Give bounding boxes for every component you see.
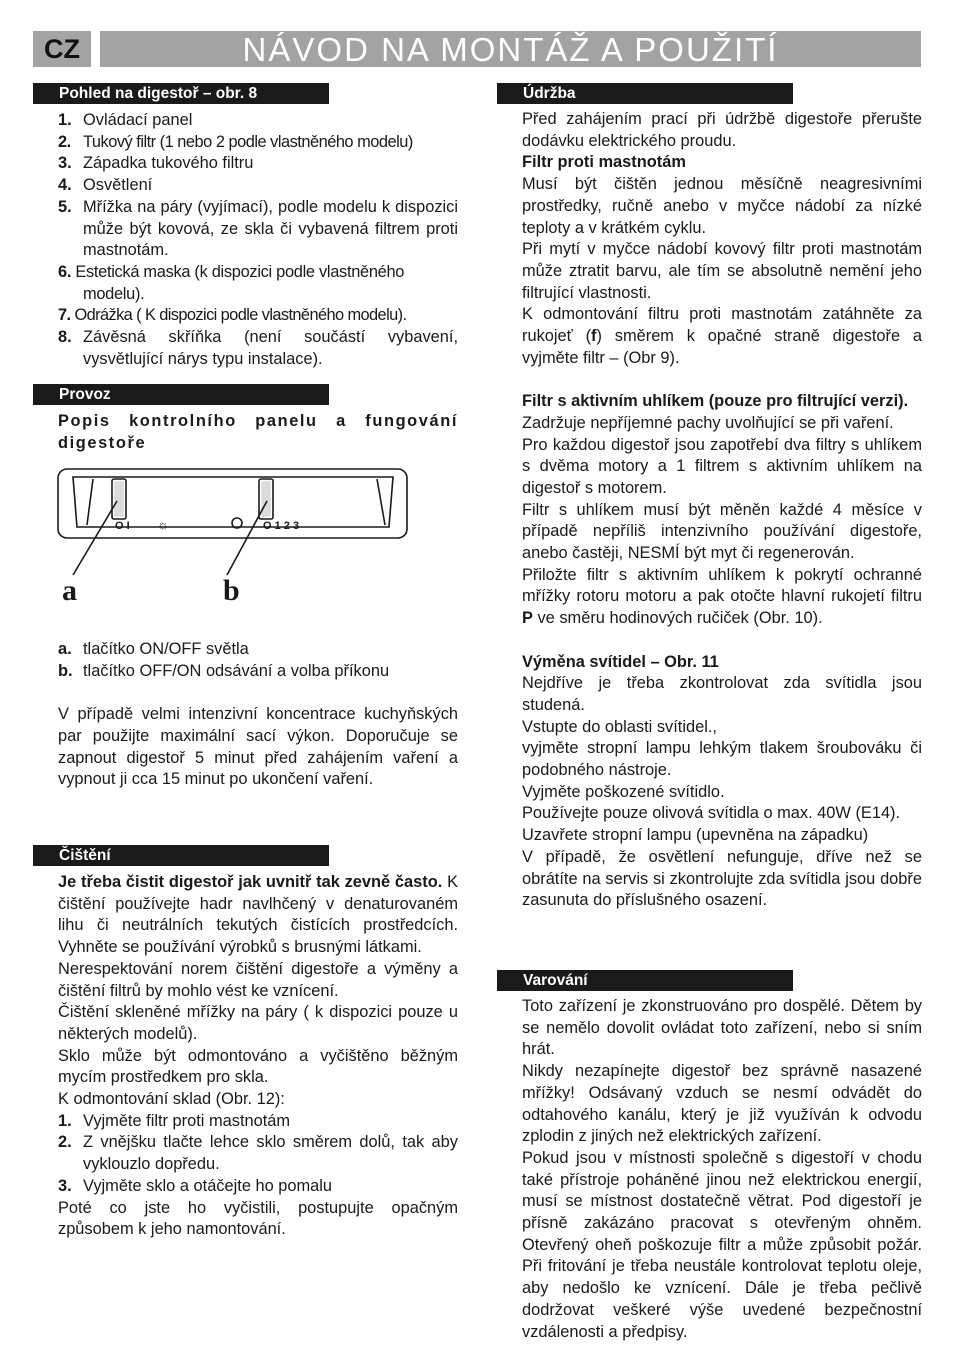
list-item: 2. Tukový filtr (1 nebo 2 podle vlastněného modelu): [58, 132, 413, 151]
motor-switch-marks: O 1 2 3: [263, 520, 300, 532]
section-heading-provoz: Provoz: [33, 384, 329, 405]
light-switch-marks: O I: [115, 520, 130, 532]
list-item: b. tlačítko OFF/ON odsávání a volba příkonu: [58, 661, 390, 680]
varovani-text: Toto zařízení je zkonstruováno pro dospělé. Dětem by se nemělo dovolit ovládat toto zařízení, nebo si sním hrát. Nikdy nezapínejte digestoř bez správně nasazené mřížky! Odsávaný vzduch se nesmí odvádět do odtahového kanálu, který je již využíván k odvodu zplodin z jiných než elektrických zařízení. Pokud jsou v místnosti společně s digestoří v chodu také přístroje poháněné jinou než elektrickou energií, musí se místnost dostatečně větrat. Pod digestoří je přísně zakázáno pracovat s otevřeným ohněm. Otevřený oheň poškozuje filtr a může způsobit požár. Při fritování je třeba neustále kontrolovat teplotu oleje, aby nedošlo ke vznícení. Dále je třeba pečlivě dodržovat veškeré výše uvedené bezpečnostní vzdálenosti a předpisy.: [522, 997, 922, 1341]
section-heading-cisteni: Čištění: [33, 845, 329, 866]
label-a: a: [62, 574, 77, 607]
udrzba-text: Před zahájením prací při údržbě digestoře přerušte dodávku elektrického proudu. Filtr proti mastnotám Musí být čištěn jednou měsíčně neagresivními prostředky, ručně anebo v myčce nádobí za nízké teploty a v krátkém cyklu. Při mytí v myčce nádobí kovový filtr proti mastnotám může ztratit barvu, ale tím se absolutně nemění jeho filtrující vlastnosti. K odmontování filtru proti mastnotám zatáhněte za rukojeť (f) směrem k opačné straně digestoře a vyjměte filtr – (Obr 9). Filtr s aktivním uhlíkem (pouze pro filtrující verzi). Zadržuje nepříjemné pachy uvolňující se při vaření. Pro každou digestoř jsou zapotřebí dva filtry s uhlíkem s dvěma motory a 1 filtrem s aktivním uhlíkem na digestoř s motorem. Filtr s uhlíkem musí být měněn každé 4 měsíce v případě nepříliš intenzivního používání digestoře, anebo častěji, NESMÍ být myt či regenerován. Přiložte filtr s aktivním uhlíkem k pokrytí ochranné mřížky rotoru motoru a pak otočte hlavní rukojetí filtru P ve směru hodinových ručiček (Obr. 10). Výměna svítidel – Obr. 11 Nejdříve je třeba zkontrolovat zda svítidla jsou studená. Vstupte do oblasti svítidel., vyjměte stropní lampu lehkým tlakem šroubováku či podobného nástroje. Vyjměte poškozené svítidlo. Používejte pouze olivová svítidla o max. 40W (E14). Uzavřete stropní lampu (upevněna na západku) V případě, že osvětlení nefunguje, dříve než se obrátíte na servis si zkontrolujte zda svítidla jsou dobře zasunuta do příslušného osazení.: [522, 110, 922, 910]
control-panel-subheading: Popis kontrolního panelu a fungování digestoře: [58, 412, 458, 452]
parts-list: [58, 110, 458, 370]
label-b: b: [223, 574, 240, 607]
section-heading-varovani: Varování: [497, 970, 793, 991]
lamp-icon: ☼: [157, 517, 169, 532]
list-item: 3. Západka tukového filtru: [58, 154, 254, 173]
section-heading-pohled: Pohled na digestoř – obr. 8: [33, 83, 329, 104]
language-badge: CZ: [33, 31, 91, 67]
section-heading-udrzba: Údržba: [497, 83, 793, 104]
list-item: 8. Závěsná skříňka (není součástí vybavení, vysvětlující nárys typu instalace).: [58, 328, 458, 368]
list-item: 4. Osvětlení: [58, 176, 153, 195]
list-item: a. tlačítko ON/OFF světla: [58, 640, 249, 658]
list-item: 6. Estetická maska (k dispozici podle vlastněného modelu).: [58, 262, 405, 303]
list-item: 1. Ovládací panel: [58, 111, 193, 129]
list-item: 7. Odrážka ( K dispozici podle vlastněného modelu).: [58, 306, 407, 325]
cisteni-text: Je třeba čistit digestoř jak uvnitř tak zevně často. K čištění používejte hadr navlhčený v denaturovaném lihu či neutrálních tekutých čistících prostředcích. Vyhněte se používání výrobků s brusnými látkami. Nerespektování norem čištění digestoře a výměny a čištění filtrů by mohlo vést ke vznícení. Čištění skleněné mřížky na páry ( k dispozici pouze u některých modelů). Sklo může být odmontováno a vyčištěno běžným mycím prostředkem pro skla. K odmontování sklad (Obr. 12): 1. Vyjměte filtr proti mastnotám 2. Z vnějšku tlačte lehce sklo směrem dolů, tak aby vyklouzlo dopředu. 3. Vyjměte sklo a otáčejte ho pomalu Poté co jste ho vyčistili, postupujte opačným způsobem k jeho namontování.: [58, 873, 458, 1239]
page-title: NÁVOD NA MONTÁŽ A POUŽITÍ: [100, 31, 921, 67]
list-item: 2. Z vnějšku tlačte lehce sklo směrem dolů, tak aby vyklouzlo dopředu.: [58, 1133, 458, 1174]
list-item: 1. Vyjměte filtr proti mastnotám: [58, 1111, 291, 1130]
provoz-paragraph: V případě velmi intenzivní koncentrace kuchyňských par použijte maximální sací výkon. Doporučuje se zapnout digestoř 5 minut před zahájením vaření a vypnout ji cca 15 minut po ukončení vaření.: [58, 705, 458, 789]
list-item: 3. Vyjměte sklo a otáčejte ho pomalu: [58, 1176, 333, 1195]
panel-legend: [58, 639, 458, 791]
list-item: 5. Mřížka na páry (vyjímací), podle modelu k dispozici může být kovová, ze skla či vybavená filtrem proti mastnotám.: [58, 197, 458, 260]
